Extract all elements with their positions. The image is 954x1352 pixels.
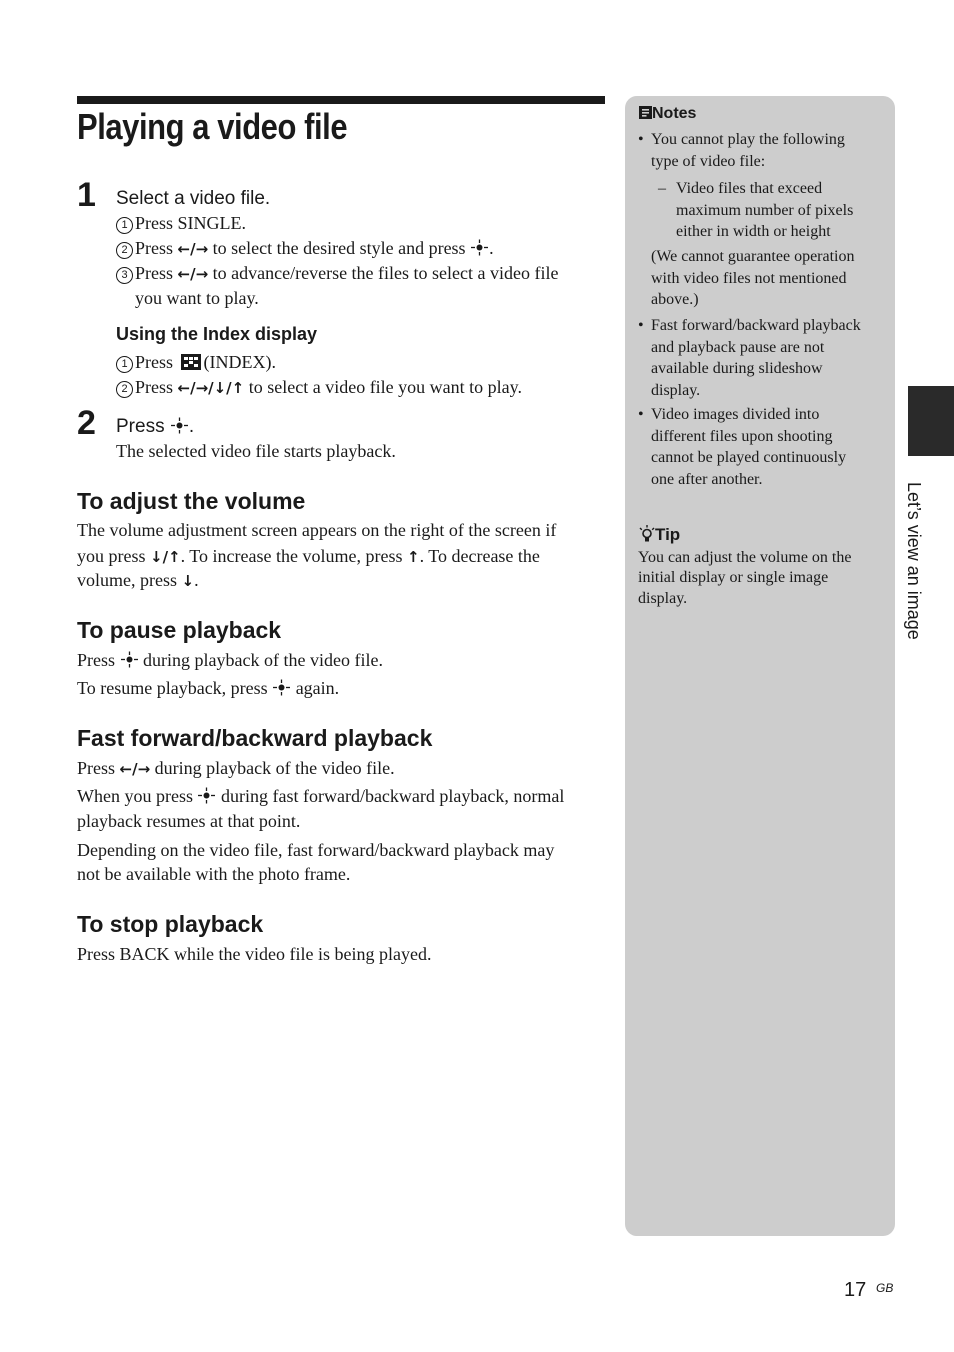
- pause-line-2: To resume playback, press again.: [77, 678, 340, 698]
- note-icon: [639, 106, 652, 119]
- notes-heading: Notes: [639, 104, 696, 124]
- ff-line-2: When you press during fast forward/backward playback, normal: [77, 786, 565, 806]
- arrow-icons: ↓/↑: [150, 548, 181, 566]
- volume-line-3: volume, press ↓.: [77, 570, 199, 590]
- tip-bulb-icon: [639, 525, 655, 543]
- note-1-paren: (We cannot guarantee operation with video files not mentioned above.): [651, 248, 855, 309]
- ff-line-3: playback resumes at that point.: [77, 811, 301, 831]
- index-grid-icon: [181, 354, 201, 370]
- ff-line-4: Depending on the video file, fast forward/backward playback may: [77, 840, 555, 860]
- step-number-2: 2: [77, 404, 96, 442]
- arrow-icons: ←/→: [177, 265, 209, 283]
- volume-line-2: you press ↓/↑. To increase the volume, press ↑. To decrease the: [77, 546, 540, 566]
- ff-line-1: Press ←/→ during playback of the video file.: [77, 758, 395, 778]
- section-tab-label: Let’s view an image: [904, 482, 924, 640]
- volume-line-1: The volume adjustment screen appears on the right of the screen if: [77, 520, 557, 540]
- volume-heading: To adjust the volume: [77, 488, 306, 514]
- note-2: • Fast forward/backward playback and playback pause are not available during slideshow display.: [638, 317, 861, 400]
- note-1-dash: – Video files that exceed maximum number of pixels either in width or height: [658, 180, 854, 241]
- index-display-heading: Using the Index display: [116, 324, 318, 344]
- index-item-2: 2 Press ←/→/↓/↑ to select a video file you want to play.: [116, 375, 522, 401]
- circled-number: 1: [116, 217, 133, 234]
- circled-number: 3: [116, 267, 133, 284]
- step-1-item-2: 2 Press ←/→ to select the desired style and press .: [116, 236, 606, 262]
- step-1-title: Select a video file.: [116, 188, 271, 209]
- stop-heading: To stop playback: [77, 911, 264, 937]
- arrow-icons: ←/→/↓/↑: [177, 379, 245, 397]
- circled-number: 1: [116, 356, 133, 373]
- step-2-title: Press .: [116, 416, 195, 437]
- center-enter-icon: [197, 787, 216, 804]
- page-title: Playing a video file: [77, 106, 348, 147]
- center-enter-icon: [120, 651, 139, 668]
- tip-heading: Tip: [639, 524, 680, 546]
- center-enter-icon: [470, 239, 489, 256]
- circled-number: 2: [116, 381, 133, 398]
- note-3: • Video images divided into different files upon shooting cannot be played continuously one after another.: [638, 406, 847, 489]
- center-enter-icon: [170, 417, 189, 434]
- up-arrow-icon: ↑: [406, 548, 420, 566]
- index-item-1: 1 Press (INDEX).: [116, 350, 276, 375]
- step-1-item-3: 3 Press ←/→ to advance/reverse the files to select a video file: [116, 261, 606, 287]
- circled-number: 2: [116, 242, 133, 259]
- stop-line-1: Press BACK while the video file is being played.: [77, 944, 432, 964]
- arrow-icons: ←/→: [177, 240, 209, 258]
- section-tab: [908, 386, 954, 456]
- tip-text: You can adjust the volume on the initial display or single image display.: [638, 549, 852, 607]
- step-1-item-1: 1 Press SINGLE.: [116, 211, 606, 236]
- step-number-1: 1: [77, 176, 96, 214]
- title-rule: [77, 96, 605, 104]
- center-enter-icon: [272, 679, 291, 696]
- step-1-item-3-cont: you want to play.: [135, 288, 259, 308]
- ff-line-5: not be available with the photo frame.: [77, 864, 351, 884]
- page-number: 17: [844, 1279, 867, 1301]
- down-arrow-icon: ↓: [181, 572, 195, 590]
- note-1: • You cannot play the following type of video file:: [638, 131, 845, 170]
- ff-heading: Fast forward/backward playback: [77, 725, 433, 751]
- pause-heading: To pause playback: [77, 617, 282, 643]
- arrow-icons: ←/→: [119, 760, 151, 778]
- pause-line-1: Press during playback of the video file.: [77, 650, 383, 670]
- step-2-desc: The selected video file starts playback.: [116, 441, 396, 461]
- page-region-suffix: GB: [876, 1281, 894, 1295]
